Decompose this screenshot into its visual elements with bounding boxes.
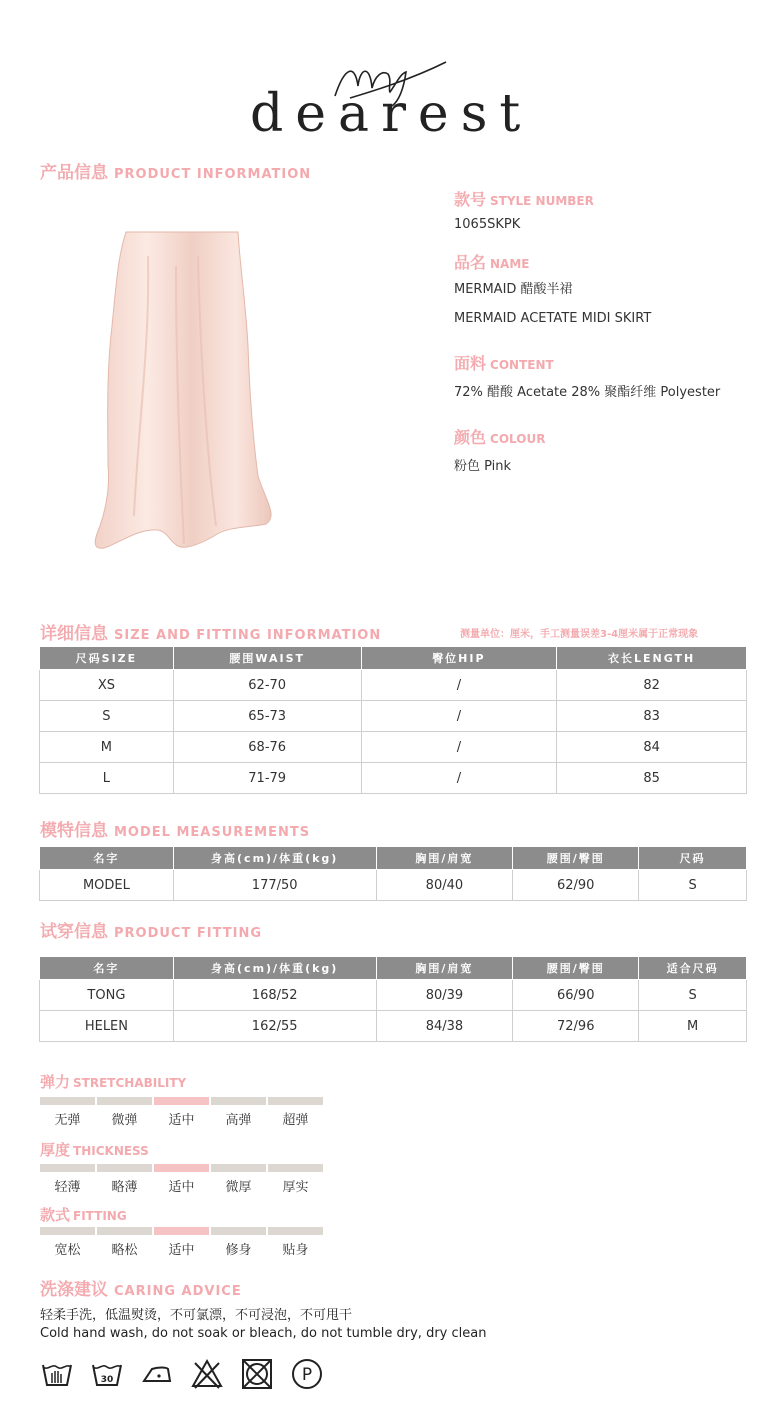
iron-low-icon [140, 1357, 174, 1391]
stretch-title-zh: 弹力 [40, 1073, 71, 1091]
product-info-header [40, 158, 311, 183]
model-col-name: 名字 [40, 847, 174, 870]
scale-segment [268, 1227, 323, 1235]
stretch-title-en: STRETCHABILITY [73, 1076, 187, 1090]
name-value-zh: MERMAID 醋酸半裙 [454, 282, 573, 297]
care-header [40, 1275, 242, 1300]
scale-segment-selected [154, 1164, 209, 1172]
colour-label [454, 425, 545, 448]
scale-label: 修身 [225, 1243, 252, 1258]
table-cell: MODEL [40, 870, 174, 901]
table-cell: 84/38 [376, 1011, 513, 1042]
size-info-title-zh: 详细信息 [40, 624, 108, 644]
name-label-zh: 品名 [454, 253, 487, 272]
model-col-bust-shoulder: 胸围/肩宽 [376, 847, 513, 870]
style-number-label-en: STYLE NUMBER [490, 194, 594, 208]
style-number-label-zh: 款号 [454, 190, 487, 209]
table-cell: HELEN [40, 1011, 174, 1042]
table-cell: / [361, 670, 557, 701]
size-col-size: 尺码SIZE [40, 647, 174, 670]
scale-segment [268, 1164, 323, 1172]
hand-wash-icon [40, 1357, 74, 1391]
model-header [40, 816, 310, 841]
fit-scale-labels [40, 1239, 323, 1258]
scale-segment [40, 1164, 95, 1172]
care-icons-row [40, 1357, 324, 1391]
scale-label: 高弹 [225, 1113, 252, 1128]
table-cell: 65-73 [173, 701, 361, 732]
care-title-zh: 洗涤建议 [40, 1280, 108, 1300]
fit-title-en: FITTING [73, 1209, 127, 1223]
table-cell: 168/52 [173, 980, 376, 1011]
wash-temp-label: 30 [100, 1375, 114, 1385]
content-label-en: CONTENT [490, 358, 554, 372]
table-cell: 177/50 [173, 870, 376, 901]
table-cell: S [40, 701, 174, 732]
model-title-zh: 模特信息 [40, 821, 108, 841]
table-cell: / [361, 701, 557, 732]
model-col-waist-hip: 腰围/臀围 [513, 847, 639, 870]
table-cell: M [639, 1011, 747, 1042]
content-label [454, 351, 554, 374]
care-title-en: CARING ADVICE [114, 1284, 242, 1299]
scale-segment [97, 1097, 152, 1105]
size-col-waist: 腰围WAIST [173, 647, 361, 670]
table-cell: M [40, 732, 174, 763]
table-cell: S [639, 980, 747, 1011]
skirt-product-image [88, 226, 288, 556]
fitting-header [40, 917, 262, 942]
name-value-en: MERMAID ACETATE MIDI SKIRT [454, 311, 652, 326]
size-table [39, 646, 747, 794]
no-bleach-icon [190, 1357, 224, 1391]
model-col-height-weight: 身高(cm)/体重(kg) [173, 847, 376, 870]
fitting-col-bust-shoulder: 胸围/肩宽 [376, 957, 513, 980]
fit-scale-bar [40, 1227, 323, 1235]
scale-segment [97, 1227, 152, 1235]
table-cell: 82 [557, 670, 747, 701]
thickness-scale-labels [40, 1176, 323, 1195]
colour-value: 粉色 Pink [454, 459, 512, 474]
scale-label: 适中 [168, 1180, 195, 1195]
scale-segment [97, 1164, 152, 1172]
table-cell: TONG [40, 980, 174, 1011]
dry-clean-letter: P [301, 1365, 313, 1385]
scale-label: 略松 [111, 1243, 138, 1258]
content-value: 72% 醋酸 Acetate 28% 聚酯纤维 Polyester [454, 385, 721, 400]
care-text-zh: 轻柔手洗，低温熨烫，不可氯漂，不可浸泡，不可甩干 [40, 1308, 353, 1323]
table-row [40, 732, 747, 763]
scale-segment-selected [154, 1097, 209, 1105]
name-label [454, 250, 529, 273]
wash-30-icon [90, 1357, 124, 1391]
model-col-size: 尺码 [639, 847, 747, 870]
scale-segment [211, 1097, 266, 1105]
table-row [40, 670, 747, 701]
table-cell: 80/39 [376, 980, 513, 1011]
table-cell: 72/96 [513, 1011, 639, 1042]
style-number-value: 1065SKPK [454, 217, 521, 232]
table-row [40, 701, 747, 732]
table-cell: 62-70 [173, 670, 361, 701]
table-cell: S [639, 870, 747, 901]
table-cell: 62/90 [513, 870, 639, 901]
thickness-title-zh: 厚度 [40, 1141, 71, 1159]
fitting-col-fit-size: 适合尺码 [639, 957, 747, 980]
fit-header [40, 1204, 127, 1225]
scale-label: 宽松 [54, 1243, 81, 1258]
size-col-hip: 臀位HIP [361, 647, 557, 670]
scale-segment [211, 1227, 266, 1235]
size-info-title-en: SIZE AND FITTING INFORMATION [114, 628, 382, 643]
scale-label: 无弹 [54, 1113, 81, 1128]
fitting-table [39, 956, 747, 1042]
scale-label: 厚实 [282, 1180, 309, 1195]
table-cell: 66/90 [513, 980, 639, 1011]
table-cell: 83 [557, 701, 747, 732]
style-number-label [454, 187, 594, 210]
fitting-title-zh: 试穿信息 [40, 922, 108, 942]
scale-segment-selected [154, 1227, 209, 1235]
logo-dearest: dearest [250, 84, 533, 144]
scale-label: 适中 [168, 1243, 195, 1258]
stretch-header [40, 1071, 186, 1092]
dry-clean-p-icon [290, 1357, 324, 1391]
table-cell: 80/40 [376, 870, 513, 901]
fitting-col-waist-hip: 腰围/臀围 [513, 957, 639, 980]
table-cell: 84 [557, 732, 747, 763]
scale-segment [268, 1097, 323, 1105]
thickness-scale-bar [40, 1164, 323, 1172]
size-info-header [40, 619, 381, 644]
table-cell: L [40, 763, 174, 794]
scale-label: 微弹 [111, 1113, 138, 1128]
scale-label: 略薄 [111, 1180, 138, 1195]
thickness-title-en: THICKNESS [73, 1144, 149, 1158]
fitting-title-en: PRODUCT FITTING [114, 926, 263, 941]
scale-label: 微厚 [225, 1180, 252, 1195]
stretch-scale-bar [40, 1097, 323, 1105]
scale-label: 适中 [168, 1113, 195, 1128]
model-title-en: MODEL MEASUREMENTS [114, 825, 311, 840]
scale-label: 超弹 [282, 1113, 309, 1128]
table-cell: 68-76 [173, 732, 361, 763]
stretch-scale-labels [40, 1109, 323, 1128]
table-row [40, 763, 747, 794]
size-col-length: 衣长LENGTH [557, 647, 747, 670]
scale-label: 贴身 [282, 1243, 309, 1258]
measurement-note: 测量单位：厘米，手工测量误差3-4厘米属于正常现象 [460, 629, 699, 640]
colour-label-zh: 颜色 [454, 428, 487, 447]
table-cell: 71-79 [173, 763, 361, 794]
thickness-header [40, 1139, 149, 1160]
product-info-title-zh: 产品信息 [40, 163, 108, 183]
scale-segment [40, 1227, 95, 1235]
fitting-col-height-weight: 身高(cm)/体重(kg) [173, 957, 376, 980]
table-cell: / [361, 763, 557, 794]
no-tumble-dry-icon [240, 1357, 274, 1391]
fitting-col-name: 名字 [40, 957, 174, 980]
table-cell: 162/55 [173, 1011, 376, 1042]
table-cell: 85 [557, 763, 747, 794]
model-table [39, 846, 747, 901]
name-label-en: NAME [490, 257, 530, 271]
table-row [40, 870, 747, 901]
care-text-en: Cold hand wash, do not soak or bleach, do not tumble dry, dry clean [40, 1326, 487, 1341]
table-row [40, 980, 747, 1011]
table-row [40, 1011, 747, 1042]
table-cell: XS [40, 670, 174, 701]
product-info-title-en: PRODUCT INFORMATION [114, 167, 312, 182]
fit-title-zh: 款式 [40, 1206, 71, 1224]
scale-label: 轻薄 [54, 1180, 81, 1195]
colour-label-en: COLOUR [490, 432, 546, 446]
table-cell: / [361, 732, 557, 763]
scale-segment [211, 1164, 266, 1172]
scale-segment [40, 1097, 95, 1105]
content-label-zh: 面料 [454, 354, 487, 373]
